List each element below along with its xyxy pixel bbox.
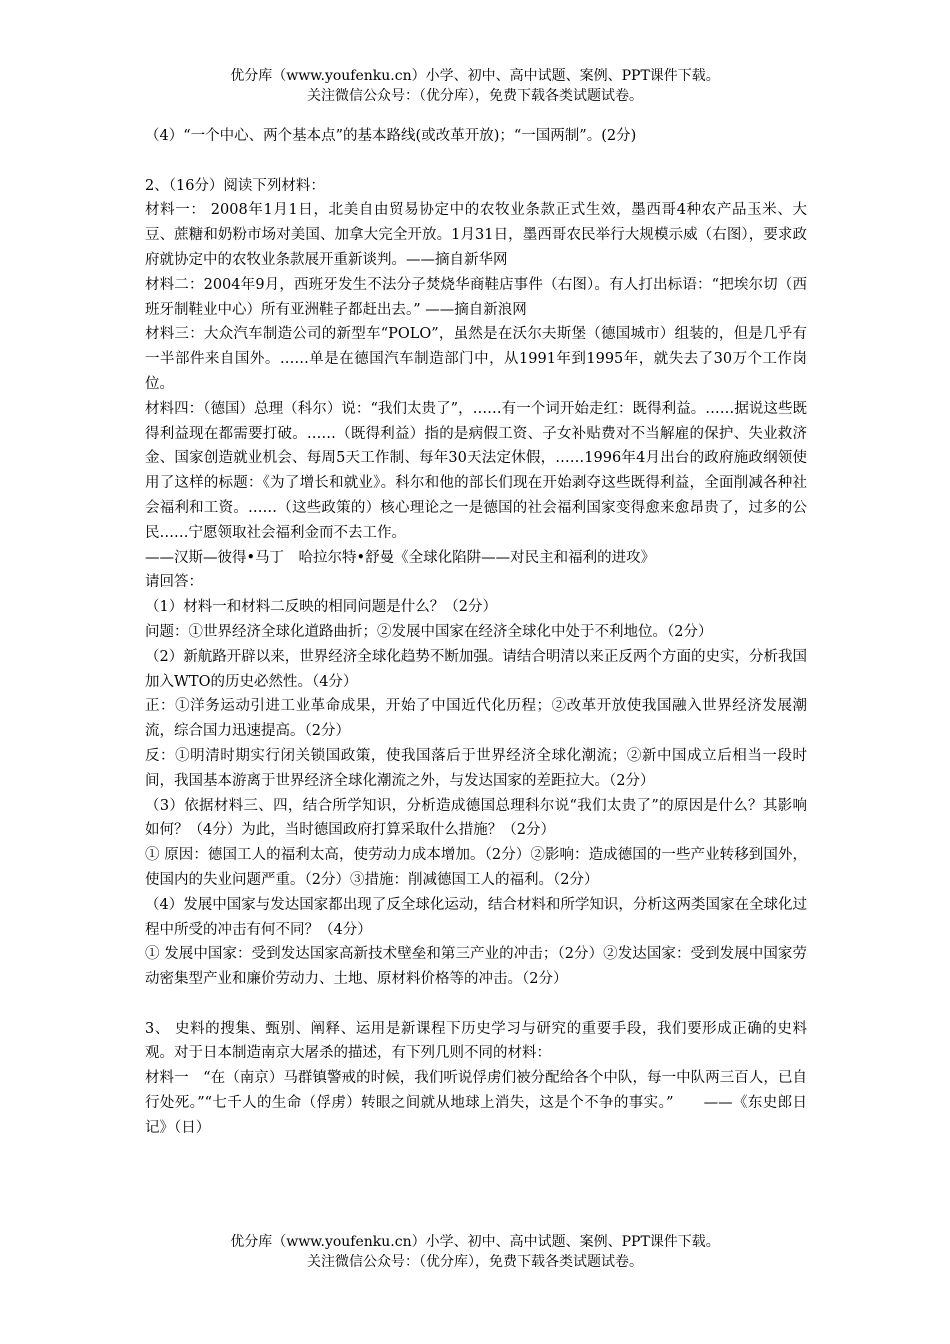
paragraph: 正：①洋务运动引进工业革命成果，开始了中国近代化历程；②改革开放使我国融入世界经济发展潮流，综合国力迅速提高。（2分） <box>145 698 807 740</box>
paragraph: （2）新航路开辟以来，世界经济全球化趋势不断加强。请结合明清以来正反两个方面的史实，分析我国加入WTO的历史必然性。（4分） <box>145 648 807 690</box>
paragraph: ——汉斯—彼得•马丁 哈拉尔特•舒曼《全球化陷阱——对民主和福利的进攻》 <box>145 549 656 566</box>
paragraph: （3）依据材料三、四，结合所学知识，分析造成德国总理科尔说“我们太贵了”的原因是什么？其影响如何？（4分）为此，当时德国政府打算采取什么措施？（2分） <box>145 797 807 839</box>
paragraph: 反：①明清时期实行闭关锁国政策，使我国落后于世界经济全球化潮流；②新中国成立后相当一段时间，我国基本游离于世界经济全球化潮流之外，与发达国家的差距拉大。（2分） <box>145 747 807 789</box>
paragraph: 材料二：2004年9月，西班牙发生不法分子焚烧华商鞋店事件（右图）。有人打出标语：“把埃尔切（西班牙制鞋业中心）所有亚洲鞋子都赶出去。” ——摘自新浪网 <box>145 276 807 318</box>
header-line-2: 关注微信公众号：（优分库），免费下载各类试题试卷。 <box>307 88 643 104</box>
paragraph-gap <box>145 992 807 1017</box>
paragraph: 材料一： 2008年1月1日，北美自由贸易协定中的农牧业条款正式生效，墨西哥4种农产品玉米、大豆、蔗糖和奶粉市场对美国、加拿大完全开放。1月31日，墨西哥农民举行大规模示威（右图），要求政府就协定中的农牧业条款展开重新谈判。——摘自新华网 <box>145 202 807 268</box>
paragraph: 材料四：（德国）总理（科尔）说：“我们太贵了”，……有一个词开始走红：既得利益。……据说这些既得利益现在都需要打破。……（既得利益）指的是病假工资、子女补贴费对不当解雇的保护、失业救济金、国家创造就业机会、每周5天工作制、每年30天法定休假，……1996年4月出台的政府施政纲领使用了这样的标题：《为了增长和就业》。科尔和他的部长们现在开始剥夺这些既得利益，全面削减各种社会福利和工资。……（这些政策的）核心理论之一是德国的社会福利国家变得愈来愈昂贵了，过多的公民……宁愿领取社会福利金而不去工作。 <box>145 400 807 541</box>
paragraph: （1）材料一和材料二反映的相同问题是什么？（2分） <box>145 599 497 616</box>
header-line-1: 优分库（www.youfenku.cn）小学、初中、高中试题、案例、PPT课件下载。 <box>230 68 720 84</box>
paragraph-gap <box>145 149 807 174</box>
paragraph: 3、 史料的搜集、甄别、阐释、运用是新课程下历史学习与研究的重要手段，我们要形成正确的史料观。对于日本制造南京大屠杀的描述，有下列几则不同的材料： <box>145 1020 807 1062</box>
paragraph: 问题：①世界经济全球化道路曲折；②发展中国家在经济全球化中处于不利地位。（2分） <box>145 623 713 640</box>
paragraph: ① 原因：德国工人的福利太高，使劳动力成本增加。（2分）②影响：造成德国的一些产业转移到国外，使国内的失业问题严重。（2分）③措施：削减德国工人的福利。（2分） <box>145 847 807 888</box>
document-body <box>145 124 807 1141</box>
page-header <box>0 66 950 106</box>
paragraph: ① 发展中国家：受到发达国家高新技术壁垒和第三产业的冲击；（2分）②发达国家：受到发展中国家劳动密集型产业和廉价劳动力、土地、原材料价格等的冲击。（2分） <box>145 946 807 988</box>
footer-line-2: 关注微信公众号：（优分库），免费下载各类试题试卷。 <box>307 1254 643 1270</box>
paragraph: （4）“一个中心、两个基本点”的基本路线(或改革开放)；“一国两制”。(2分) <box>145 128 637 144</box>
footer-line-1: 优分库（www.youfenku.cn）小学、初中、高中试题、案例、PPT课件下载。 <box>230 1234 720 1250</box>
paragraph: 材料三：大众汽车制造公司的新型车“POLO”，虽然是在沃尔夫斯堡（德国城市）组装的，但是几乎有一半部件来自国外。……单是在德国汽车制造部门中，从1991年到1995年，就失去了30万个工作岗位。 <box>145 326 807 392</box>
paragraph: 2、（16分）阅读下列材料： <box>145 177 325 194</box>
page-footer <box>0 1232 950 1272</box>
paragraph: 材料一 “在（南京）马群镇警戒的时候，我们听说俘虏们被分配给各个中队，每一中队两三百人，已自行处死。”“七千人的生命（俘虏）转眼之间就从地球上消失，这是个不争的事实。” ——《东史郎日记》（日） <box>145 1070 807 1136</box>
paragraph: 请回答： <box>145 574 203 591</box>
paragraph: （4）发展中国家与发达国家都出现了反全球化运动，结合材料和所学知识，分析这两类国家在全球化过程中所受的冲击有何不同？（4分） <box>145 896 807 938</box>
